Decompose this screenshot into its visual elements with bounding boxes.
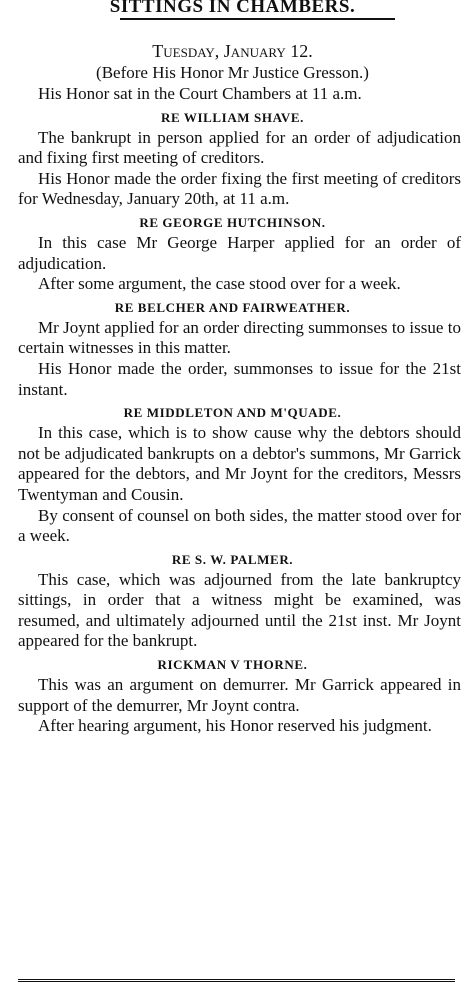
case-paragraph: This case, which was adjourned from the late bankruptcy sittings, in order that a witness might be examined, was resumed, and ultimately adjourned until the 21st inst. Mr Joynt appeared for the bankrupt. — [18, 569, 461, 651]
case-heading: RE S. W. PALMER. — [171, 551, 294, 567]
case-heading: RICKMAN V THORNE. — [157, 657, 308, 673]
case-shave — [0, 108, 465, 210]
case-heading: RE BELCHER AND FAIRWEATHER. — [114, 299, 351, 315]
case-paragraph: By consent of counsel on both sides, the matter stood over for a week. — [18, 505, 461, 546]
case-heading: RE WILLIAM SHAVE. — [160, 109, 304, 125]
article-title: SITTINGS IN CHAMBERS. — [109, 0, 356, 17]
case-paragraph: Mr Joynt applied for an order directing summonses to issue to certain witnesses in this matter. — [18, 317, 461, 358]
case-paragraph: His Honor made the order, summonses to issue for the 21st instant. — [18, 358, 461, 399]
case-middleton-mquade — [0, 403, 465, 547]
case-palmer — [0, 550, 465, 652]
intro-paragraph: His Honor sat in the Court Chambers at 11 a.m. — [38, 84, 362, 103]
case-paragraph: After some argument, the case stood over for a week. — [38, 274, 401, 294]
case-heading: RE MIDDLETON AND M'QUADE. — [123, 405, 342, 421]
case-paragraph: The bankrupt in person applied for an order of adjudication and fixing first meeting of creditors. — [18, 127, 461, 168]
case-belcher-fairweather — [0, 298, 465, 400]
dateline: Tuesday, January 12. — [152, 41, 313, 61]
case-rickman-thorne — [0, 655, 465, 737]
case-paragraph: This was an argument on demurrer. Mr Garrick appeared in support of the demurrer, Mr Joynt contra. — [18, 675, 461, 715]
case-paragraph: After hearing argument, his Honor reserved his judgment. — [38, 716, 432, 736]
case-heading: RE GEORGE HUTCHINSON. — [139, 214, 326, 230]
end-rule — [18, 979, 455, 986]
title-rule — [120, 18, 395, 20]
case-paragraph: His Honor made the order fixing the first meeting of creditors for Wednesday, January 20th, at 11 a.m. — [18, 168, 461, 209]
case-hutchinson — [0, 213, 465, 295]
case-paragraph: In this case, which is to show cause why the debtors should not be adjudicated bankrupts on a debtor's summons, Mr Garrick appeared for the debtors, and Mr Joynt for the creditors, Messrs Twentyman and Cousin. — [18, 423, 461, 504]
case-paragraph: In this case Mr George Harper applied for an order of adjudication. — [18, 232, 461, 273]
judge-subhead: (Before His Honor Mr Justice Gresson.) — [96, 63, 369, 82]
